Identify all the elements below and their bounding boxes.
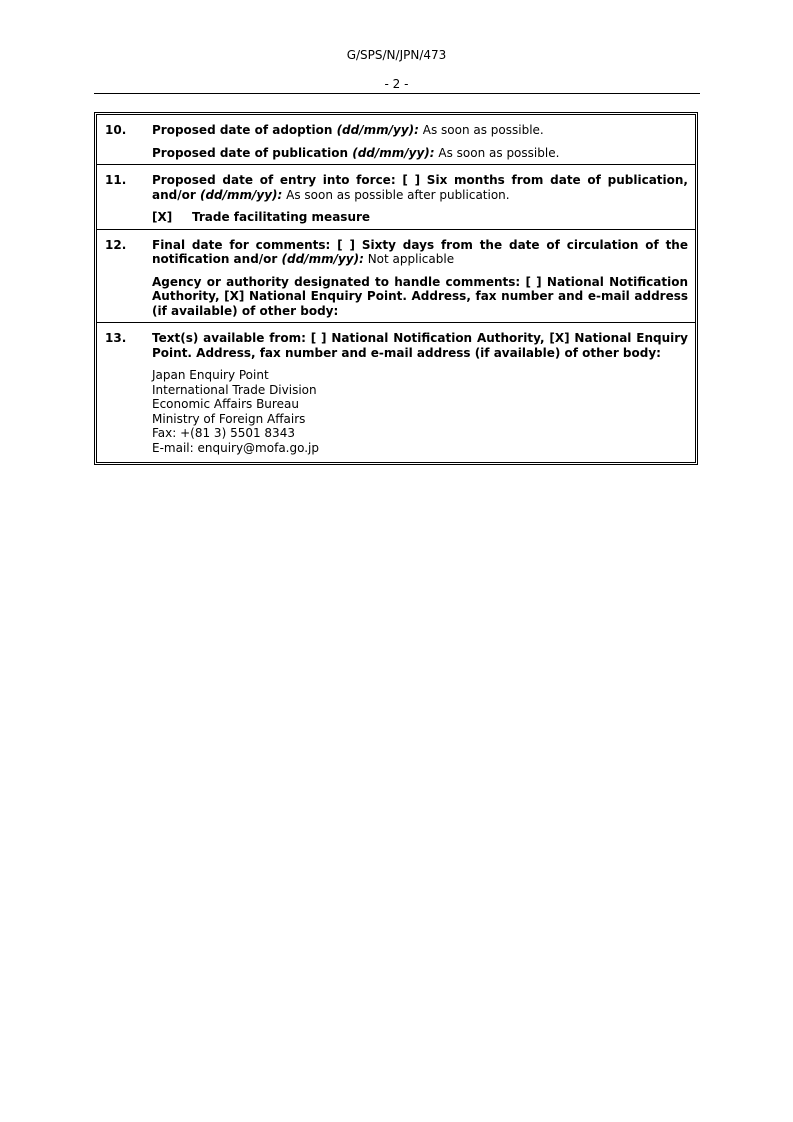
notification-table xyxy=(94,112,698,465)
texts-available-paragraph: Text(s) available from: [ ] National Notification Authority, [X] National Enquiry Point. Address, fax number and e-mail address (if available) of other body: xyxy=(152,331,688,360)
fax-line: Fax: +(81 3) 5501 8343 xyxy=(152,426,295,441)
table-row-13 xyxy=(97,322,695,462)
address-line: Japan Enquiry Point xyxy=(152,368,269,382)
adoption-date-value: As soon as possible. xyxy=(418,123,544,137)
publication-date-format: (dd/mm/yy): xyxy=(352,145,435,160)
table-row-10 xyxy=(97,115,695,164)
address-line: Ministry of Foreign Affairs xyxy=(152,411,306,426)
agency-paragraph: Agency or authority designated to handle comments: [ ] National Notification Authority, [X] National Enquiry Point. Address, fax number and e-mail address (if available) of other body: xyxy=(152,274,688,318)
publication-date-label: Proposed date of publication xyxy=(152,145,353,160)
address-line: International Trade Division xyxy=(152,382,317,397)
enquiry-address xyxy=(152,368,688,456)
adoption-date-label: Proposed date of adoption xyxy=(152,123,337,137)
row-number: 13. xyxy=(105,331,127,345)
header-rule xyxy=(94,93,700,94)
comments-date-format: (dd/mm/yy): xyxy=(281,252,364,266)
row-number: 11. xyxy=(105,173,127,187)
email-line: E-mail: enquiry@mofa.go.jp xyxy=(152,440,319,455)
adoption-date-format: (dd/mm/yy): xyxy=(336,123,419,137)
entry-into-force-paragraph xyxy=(152,173,688,202)
table-row-11 xyxy=(97,164,695,229)
trade-facilitating-checkbox: [X] xyxy=(152,210,173,224)
entry-into-force-label: Proposed date of entry into force: [ ] Six months from date of publication, and/or xyxy=(152,173,688,202)
trade-facilitating-label: Trade facilitating measure xyxy=(192,210,371,224)
comments-date-label: Final date for comments: [ ] Sixty days from the date of circulation of the notification and/or xyxy=(152,237,688,266)
row-number: 12. xyxy=(105,237,127,252)
entry-into-force-value: As soon as possible after publication. xyxy=(282,187,510,202)
table-row-12 xyxy=(97,229,695,323)
comments-date-value: Not applicable xyxy=(363,252,455,266)
publication-date-paragraph xyxy=(152,146,688,161)
comments-date-paragraph xyxy=(152,238,688,267)
row-number: 10. xyxy=(105,123,127,137)
page-number: - 2 - xyxy=(384,77,409,91)
document-reference: G/SPS/N/JPN/473 xyxy=(346,48,447,62)
entry-into-force-format: (dd/mm/yy): xyxy=(199,187,283,202)
address-line: Economic Affairs Bureau xyxy=(152,397,299,412)
adoption-date-paragraph xyxy=(152,123,688,138)
publication-date-value: As soon as possible. xyxy=(434,145,560,160)
trade-facilitating-paragraph xyxy=(152,210,688,225)
